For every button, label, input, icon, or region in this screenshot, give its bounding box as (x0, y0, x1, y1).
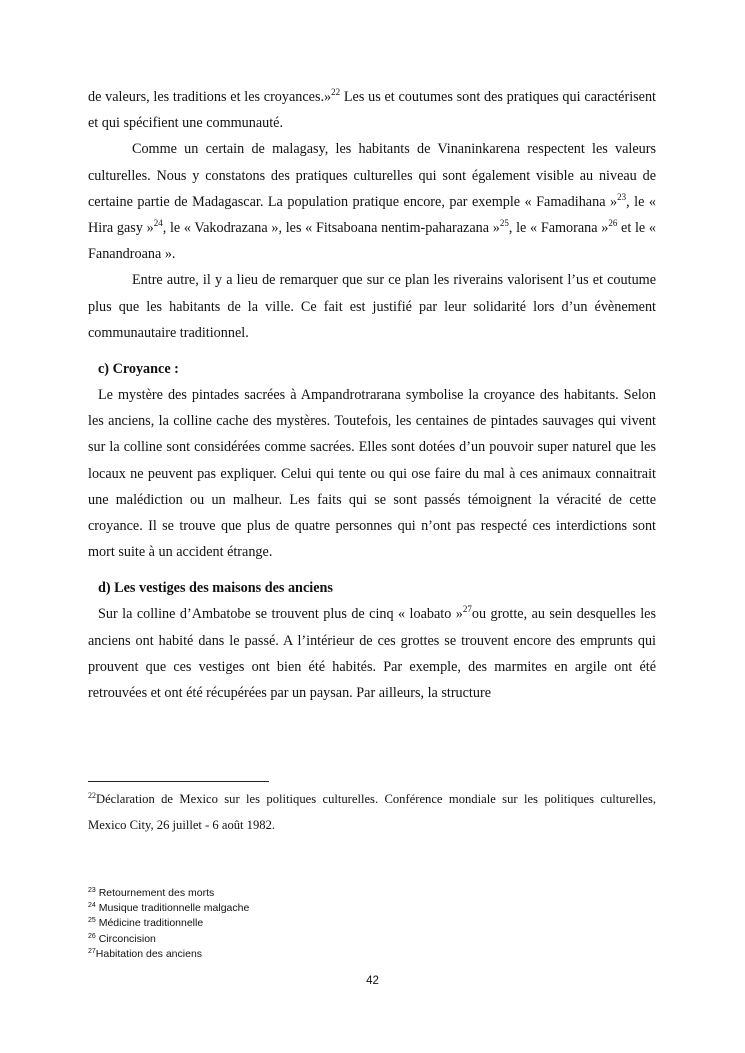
footnote-separator (88, 781, 269, 782)
footnote-item-24 (88, 901, 249, 916)
footnote-ref-25[interactable]: 25 (499, 218, 509, 229)
footnote-number: 26 (88, 932, 96, 940)
paragraph-text: , le « Hira gasy » (88, 193, 656, 237)
footnote-text: Habitation des anciens (95, 947, 203, 960)
section-heading-vestiges: d) Les vestiges des maisons des anciens (98, 580, 333, 597)
footnote-number: 23 (88, 887, 96, 894)
paragraph-text: , le « Vakodrazana », les « Fitsaboana nentim-paharazana » (162, 220, 500, 237)
paragraph-cultural-practices (88, 136, 656, 267)
footnote-ref-23[interactable]: 23 (617, 191, 627, 202)
paragraph-text: Sur la colline d’Ambatobe se trouvent plus de cinq « loabato » (98, 606, 463, 623)
footnote-number: 27 (88, 947, 96, 955)
footnote-22 (88, 786, 656, 838)
paragraph-text: Les us et coutumes sont des pratiques qui caractérisent et qui spécifient une communauté. (88, 89, 656, 132)
footnote-ref-22[interactable]: 22 (331, 87, 341, 97)
footnote-item-23 (88, 886, 249, 901)
footnote-ref-26[interactable]: 26 (608, 218, 618, 229)
footnote-list (88, 886, 249, 962)
section-heading-croyance: c) Croyance : (98, 361, 179, 378)
footnote-text: Musique traditionnelle malgache (95, 902, 250, 915)
footnote-item-26 (88, 932, 249, 947)
footnote-number: 22 (88, 791, 96, 800)
footnote-ref-24[interactable]: 24 (153, 218, 163, 229)
footnote-number: 25 (88, 917, 96, 925)
paragraph-pintades-sacrees: Le mystère des pintades sacrées à Ampandrotrarana symbolise la croyance des habitants. Selon les anciens, la colline cache des mystères. Toutefois, les centaines de pintades sauvages qui vivent sur la colline sont considérées comme sacrées. Elles sont dotées d’un pouvoir super naturel que les locaux ne peuvent pas expliquer. Celui qui tente ou qui ose faire du mal à ces animaux connaitrait une malédiction ou un malheur. Les faits qui se sont passés témoignent la véracité de cette croyance. Il se trouve que plus de quatre personnes qui n’ont pas respecté ces interdictions sont mort suite à un accident étrange. (88, 387, 656, 561)
footnote-text: Déclaration de Mexico sur les politiques culturelles. Conférence mondiale sur les politiques culturelles, Mexico City, 26 juillet - 6 août 1982. (88, 792, 656, 832)
paragraph-ambatobe (88, 601, 656, 706)
footnote-number: 24 (88, 902, 96, 910)
footnote-text: Médicine traditionnelle (95, 917, 204, 930)
footnote-text: Circoncision (95, 932, 156, 945)
footnote-item-27 (88, 947, 249, 962)
paragraph-riverains: Entre autre, il y a lieu de remarquer que sur ce plan les riverains valorisent l’us et coutume plus que les habitants de la ville. Ce fait est justifié par leur solidarité lors d’un évènement communautaire traditionnel. (88, 272, 656, 341)
paragraph-text: ou grotte, au sein desquelles les anciens ont habité dans le passé. A l’intérieur de ces grottes se trouvent encore des emprunts qui prouvent que ces vestiges ont bien été habités. Par exemple, des marmites en argile ont été retrouvées et ont été récupérées par un paysan. Par ailleurs, la structure (88, 606, 657, 702)
paragraph-text: , le « Famorana » (508, 220, 609, 237)
document-page-body (88, 84, 656, 706)
footnote-item-25 (88, 916, 249, 931)
page-number: 42 (366, 975, 379, 987)
paragraph-text: Comme un certain de malagasy, les habitants de Vinaninkarena respectent les valeurs culturelles. Nous y constatons des pratiques culturelles qui sont également visible au niveau de certaine partie de Madagascar. La population pratique encore, par exemple « Famadihana » (88, 141, 656, 210)
paragraph-text: de valeurs, les traditions et les croyances.» (88, 89, 332, 105)
footnote-ref-27[interactable]: 27 (462, 604, 472, 615)
paragraph-values-customs (88, 84, 656, 136)
footnote-text: Retournement des morts (95, 887, 215, 899)
paragraph-text: et le « Fanandroana ». (88, 220, 657, 263)
